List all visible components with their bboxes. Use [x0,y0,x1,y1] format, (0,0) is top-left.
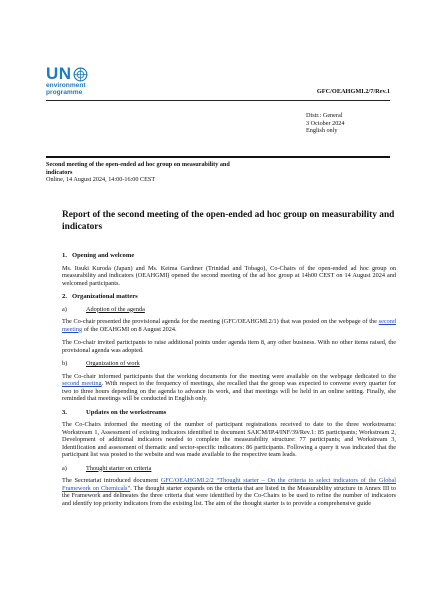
distr-language: English only [306,127,338,135]
un-emblem-icon [73,67,88,82]
unep-logo [46,66,92,96]
section-1-paragraph: Ms. Itsuki Kuroda (Japan) and Ms. Keima Gardiner (Trinidad and Tobago), Co-Chairs of the open-ended ad hoc group on measurability and indicators (OEAHGMI) opened the second meeting of the ad hoc group at 14h00 CEST on 14 August 2024 and welcomed participants. [62,264,396,287]
second-meeting-link[interactable]: second meeting [62,318,396,333]
section-3a-paragraph: The Secretariat introduced document GFC/OEAHGMI.2/2 “Thought starter – On the criteria to select indicators of the Global Framework on Chemicals”. The thought starter expands on the criteria that are listed in the Measurability structure in Annex III to the Framework and delineates the three criteria that were identified by the Co-Chairs to be used to refine the number of indicators and identify top priority indicators from the existing list. The aim of the thought starter is to provide a comprehensive guide [62,477,397,507]
logo-line-environment: environment [46,82,86,89]
section-3-heading: 3. Updates on the workstreams [62,408,167,416]
report-title: Report of the second meeting of the open-ended ad hoc group on measurability and indicators [62,210,395,232]
report-body [62,252,396,513]
distr-line: Distr.: General [306,112,343,119]
second-meeting-link[interactable]: second meeting [62,380,102,387]
distr-date: 3 October 2024 [306,119,345,127]
thick-divider [46,156,390,158]
section-3-paragraph: The Co-Chairs informed the meeting of the number of participant registrations received to date to the three workstreams: Workstream 1, Assessment of existing indicators identified in document SAICM/IP.4/INF/39/Rev.1: 85 participants; Workstream 2, Development of additional indicators needed to complete the measurability structure: 77 participants; and Workstream 3, Identification and assessment of thematic and sector-specific indicators: 86 participants. Following a query it was indicated that the participant list was posted to the website and was made available to the respective team leads. [62,421,396,458]
meeting-info [46,161,246,184]
section-2a-heading: a) Adoption of the agenda [62,305,145,313]
section-2a-paragraph-1: The Co-chair presented the provisional agenda for the meeting (GFC/OEAHGMI.2/1) that was posted on the webpage of the second meeting of the OEAHGMI on 8 August 2024. [62,318,396,333]
section-2b-paragraph: The Co-chair informed participants that the working documents for the meeting were available on the webpage dedicated to the second meeting. With respect to the frequency of meetings, she recalled that the group was expected to convene every quarter for two to three hours depending on the agenda to advance its work, and that meetings will be held in an online setting. Finally, she reminded that meetings will be conducted in English only. [62,372,396,402]
document-symbol: GFC/OEAHGMI.2/7/Rev.1 [316,88,390,95]
meeting-title: Second meeting of the open-ended ad hoc group on measurability and indicators [46,161,230,176]
meeting-date: Online, 14 August 2024, 14:00-16:00 CEST [46,176,156,184]
section-2-heading: 2. Organizational matters [62,293,138,300]
section-1-heading: 1. Opening and welcome [62,252,135,259]
header-divider [46,100,390,101]
section-3a-heading: a) Thought starter on criteria [62,464,152,472]
distribution-block [306,112,345,135]
section-2b-heading: b) Organization of work [62,360,140,367]
section-2a-paragraph-2: The Co-chair invited participants to raise additional points under agenda item 8, any other business. With no other items raised, the provisional agenda was adopted. [62,339,396,354]
thought-starter-document-link[interactable]: GFC/OEAHGMI.2/2 “Thought starter – On the criteria to select indicators of the Global Framework on Chemicals” [62,477,396,492]
logo-line-programme: programme [46,89,83,96]
logo-un-text: UN [46,64,72,83]
